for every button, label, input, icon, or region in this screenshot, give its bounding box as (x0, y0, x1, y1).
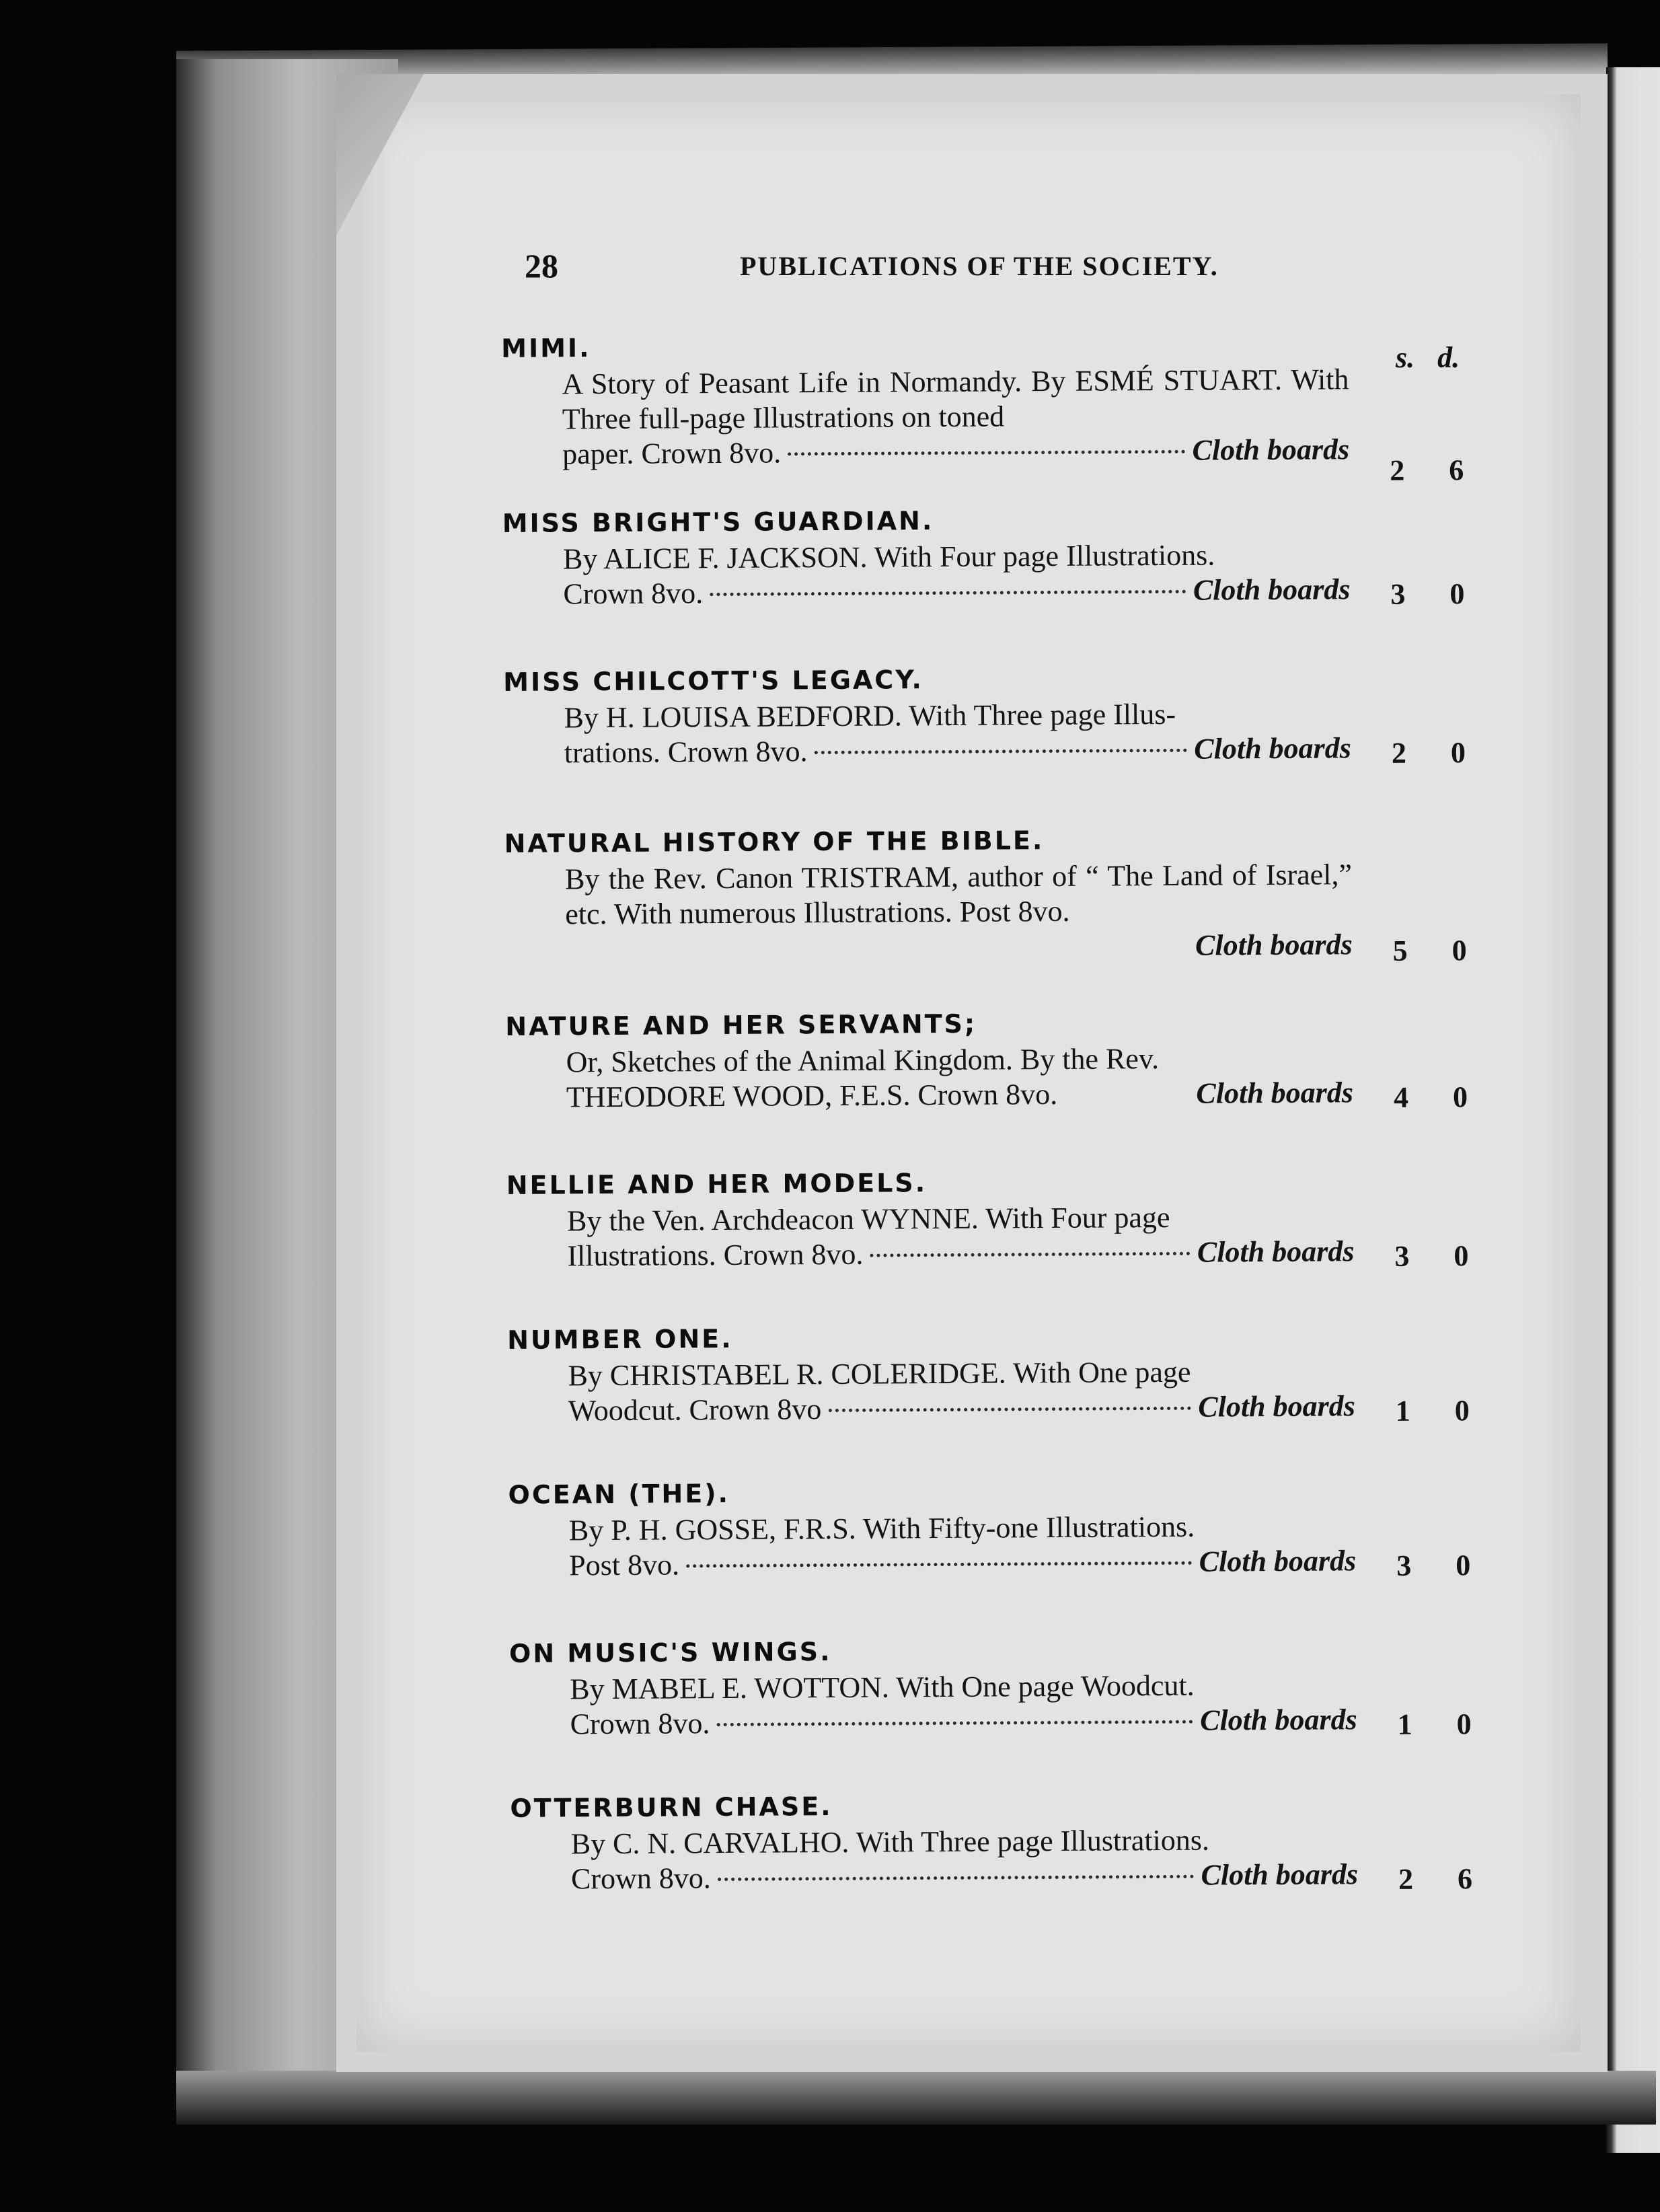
entry-description (571, 1822, 1359, 1896)
entry-description (569, 1508, 1357, 1583)
pence-header: d. (1437, 341, 1460, 374)
entry-description (564, 696, 1351, 770)
dot-leader (870, 1252, 1191, 1257)
entry-price (1396, 1548, 1470, 1583)
entry-text: By the Rev. Canon TRISTRAM, author of “ The Land of Israel,” etc. With numerous Illustrations. Post 8vo. (564, 858, 1353, 931)
entry-binding: Cloth boards (1193, 573, 1351, 607)
entry-price (1394, 1080, 1468, 1115)
entry-format: Crown 8vo. (563, 577, 704, 611)
entry-last-line (565, 927, 1352, 967)
entry-description (568, 1354, 1355, 1428)
catalogue-entries (501, 324, 1473, 1944)
catalogue-entry (510, 1783, 1472, 1944)
entry-description (570, 1667, 1357, 1742)
price-pence: 0 (1454, 1394, 1470, 1428)
catalogue-entry (503, 657, 1466, 825)
entry-text: By C. N. CARVALHO. With Three page Illustrations. (570, 1823, 1210, 1861)
catalogue-entry (501, 324, 1464, 505)
entry-price (1393, 933, 1467, 968)
price-shillings: 4 (1393, 1080, 1409, 1114)
entry-last-line (566, 1075, 1353, 1115)
entry-text: By H. LOUISA BEDFORD. With Three page Illus- (564, 697, 1176, 735)
book-bottom-edge (176, 2071, 1656, 2125)
entry-last-line (571, 1857, 1358, 1896)
entry-title: NELLIE AND HER MODELS. (506, 1168, 928, 1200)
entry-text: Or, Sketches of the Animal Kingdom. By the Rev. (566, 1042, 1160, 1079)
price-pence: 0 (1451, 934, 1467, 967)
entry-description (563, 537, 1351, 612)
price-pence: 0 (1449, 577, 1465, 611)
entry-price (1390, 577, 1464, 612)
entry-title: MISS CHILCOTT'S LEGACY. (503, 665, 924, 697)
dot-leader (718, 1875, 1195, 1881)
entry-price (1390, 453, 1464, 488)
price-shillings: 2 (1391, 736, 1407, 770)
entry-binding: Cloth boards (1199, 1703, 1357, 1737)
price-shillings: 5 (1392, 934, 1408, 967)
entry-description (567, 1199, 1355, 1274)
entry-last-line (570, 1702, 1357, 1742)
price-shillings: 2 (1390, 453, 1405, 487)
entry-last-line (562, 432, 1349, 472)
entry-binding: Cloth boards (1201, 1857, 1359, 1892)
entry-last-line (564, 731, 1351, 770)
entry-text: By MABEL E. WOTTON. With One page Woodcut. (570, 1668, 1195, 1706)
entry-text: By CHRISTABEL R. COLERIDGE. With One page (568, 1355, 1191, 1393)
catalogue-entry (506, 1160, 1469, 1321)
entry-description (562, 362, 1349, 472)
entry-title: ON MUSIC'S WINGS. (508, 1637, 832, 1668)
dot-leader (828, 1407, 1191, 1412)
entry-last-line (568, 1389, 1355, 1428)
dot-leader (788, 450, 1185, 456)
price-shillings: 3 (1396, 1549, 1412, 1582)
price-shillings: 1 (1397, 1707, 1412, 1741)
price-pence: 0 (1450, 736, 1466, 770)
entry-binding: Cloth boards (1198, 1389, 1355, 1424)
price-pence: 0 (1456, 1707, 1472, 1741)
entry-title: NATURAL HISTORY OF THE BIBLE. (504, 825, 1045, 858)
entry-text: By the Ven. Archdeacon WYNNE. With Four page (566, 1200, 1170, 1238)
price-pence: 0 (1454, 1239, 1469, 1273)
price-pence: 0 (1456, 1549, 1471, 1582)
catalogue-entry (502, 499, 1465, 663)
entry-last-line (569, 1543, 1356, 1583)
entry-binding: Cloth boards (1196, 1076, 1354, 1110)
dot-leader (710, 590, 1186, 596)
entry-format: Crown 8vo. (570, 1707, 710, 1741)
catalogue-entry (507, 1315, 1470, 1476)
entry-title: OCEAN (THE). (508, 1478, 730, 1510)
entry-title: NUMBER ONE. (507, 1323, 733, 1355)
shillings-header: s. (1396, 341, 1415, 374)
dot-leader (686, 1561, 1193, 1568)
entry-price (1398, 1861, 1472, 1896)
price-shillings: 3 (1390, 577, 1406, 611)
entry-title: MISS BRIGHT'S GUARDIAN. (502, 506, 934, 538)
entry-format: Woodcut. Crown 8vo (568, 1393, 822, 1428)
entry-description (566, 1040, 1353, 1115)
entry-binding: Cloth boards (1199, 1544, 1357, 1578)
entry-last-line (567, 1234, 1354, 1274)
entry-title: OTTERBURN CHASE. (510, 1792, 833, 1823)
price-shillings: 2 (1398, 1862, 1414, 1896)
price-shillings: 1 (1395, 1394, 1410, 1428)
entry-binding: Cloth boards (1197, 1234, 1355, 1269)
page-number: 28 (525, 247, 558, 285)
entry-format: Illustrations. Crown 8vo. (567, 1237, 864, 1273)
catalogue-entry (509, 1629, 1472, 1790)
dot-leader (815, 749, 1188, 754)
price-pence: 6 (1449, 453, 1464, 487)
price-pence: 6 (1457, 1862, 1473, 1896)
entry-last-line (563, 572, 1350, 612)
entry-price (1392, 735, 1466, 770)
catalogue-entry (508, 1470, 1470, 1635)
entry-text: By P. H. GOSSE, F.R.S. With Fifty-one Illustrations. (568, 1510, 1195, 1547)
running-head (525, 246, 1265, 287)
entry-price (1394, 1239, 1468, 1274)
dot-leader (716, 1720, 1193, 1726)
catalogue-entry (505, 1002, 1468, 1167)
entry-description (565, 857, 1353, 967)
entry-text: A Story of Peasant Life in Normandy. By ESMÉ STUART. With Three full-page Illustrations on toned (562, 363, 1349, 436)
running-title: PUBLICATIONS OF THE SOCIETY. (740, 251, 1219, 281)
entry-text: By ALICE F. JACKSON. With Four page Illustrations. (562, 538, 1215, 576)
catalogue-entry (504, 819, 1467, 1008)
entry-title: MIMI. (501, 333, 591, 363)
entry-format: trations. Crown 8vo. (564, 735, 808, 770)
entry-binding: Cloth boards (1194, 731, 1351, 766)
facing-page-edge (1606, 67, 1660, 2153)
dot-leader (572, 945, 1189, 953)
price-pence: 0 (1452, 1080, 1468, 1114)
entry-format: THEODORE WOOD, F.E.S. Crown 8vo. (566, 1077, 1058, 1114)
entry-format: paper. Crown 8vo. (562, 436, 782, 471)
entry-price (1398, 1707, 1472, 1742)
entry-binding: Cloth boards (1192, 433, 1350, 467)
entry-title: NATURE AND HER SERVANTS; (505, 1008, 977, 1041)
price-shillings: 3 (1394, 1239, 1410, 1273)
dot-leader (1064, 1093, 1189, 1097)
entry-format: Crown 8vo. (570, 1861, 711, 1896)
entry-price (1396, 1393, 1470, 1428)
entry-format: Post 8vo. (569, 1548, 680, 1582)
entry-binding: Cloth boards (1195, 928, 1353, 962)
